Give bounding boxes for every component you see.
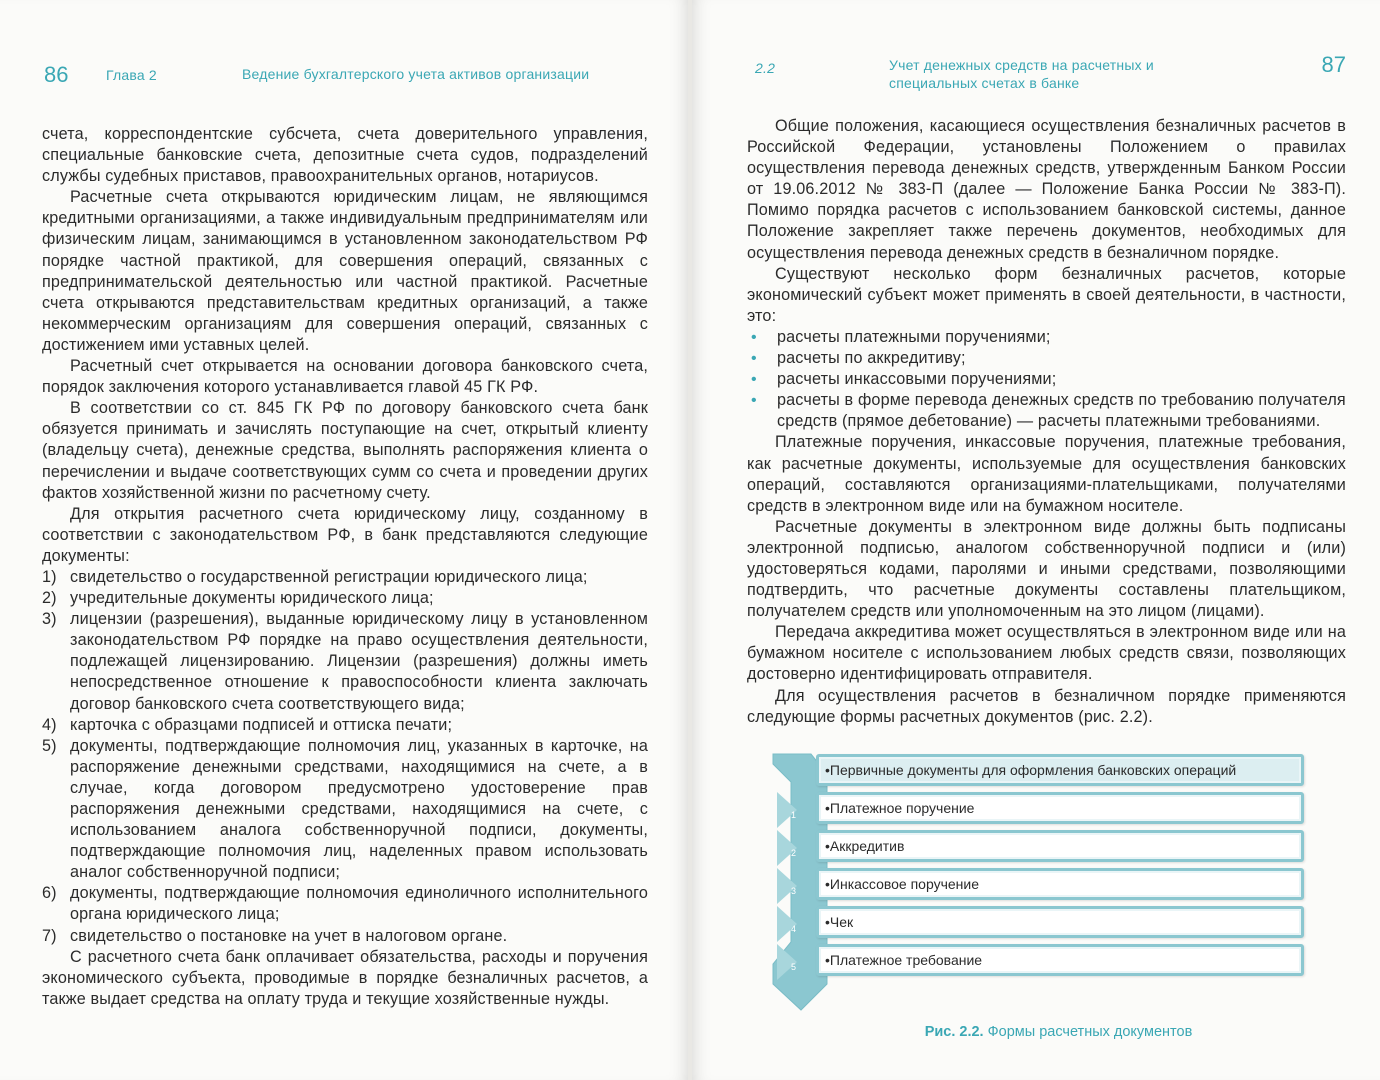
list-item: [42, 715, 648, 736]
chapter-label: Глава 2: [106, 67, 157, 83]
bullet-item: [747, 348, 1346, 369]
list-item-text: документы, подтверждающие полномочия лиц, указанных в карточке, на распоряжение денежными средствами, находящимися на счете, а в случае, когда договором предусмотрено удостоверение прав распоряжения денежными средствами, находящимися на счете, с использованием аналога собственноручной подписи, документы, подтверждающие полномочия лиц, наделенных правом использовать аналог собственноручной подписи;: [70, 736, 648, 882]
step-number: 4: [791, 923, 797, 934]
figure-caption: [747, 1024, 1346, 1040]
paragraph: Расчетные документы в электронном виде должны быть подписаны электронной подписью, аналогом собственноручной подписи и (или) удостоверяться кодами, паролями и иными средствами, позволяющими подтвердить, что расчетные документы составлены плательщиком, получателем средств или уполномоченным на это лицом (лицами).: [747, 517, 1346, 621]
step-number: 5: [791, 961, 797, 972]
page-number: 87: [1321, 52, 1346, 77]
running-title: Учет денежных средств на расчетных и специальных счетах в банке: [889, 57, 1154, 91]
paragraph: В соответствии со ст. 845 ГК РФ по договору банковского счета банк обязуется принимать и зачислять поступающие на счет, открытый клиенту (владельцу счета), денежные средства, выполнять распоряжения клиента о перечислении и выдаче соответствующих сумм со счета и проведении других фактов хозяйственной жизни по расчетному счету.: [42, 399, 648, 502]
bullet-text: расчеты платежными поручениями;: [777, 327, 1051, 346]
payment-forms-list: [747, 327, 1346, 432]
right-page: [692, 0, 1380, 1080]
list-item: [42, 588, 648, 609]
list-item-text: карточка с образцами подписей и оттиска печати;: [70, 715, 453, 734]
right-page-header: [747, 0, 1346, 120]
paragraph: Расчетный счет открывается на основании договора банковского счета, порядок заключения которого устанавливается главой 45 ГК РФ.: [42, 357, 648, 397]
list-item: [42, 609, 648, 714]
paragraph: С расчетного счета банк оплачивает обязательства, расходы и поручения экономического субъекта, проводимые в порядке безналичных расчетов, а также выдает средства на оплату труда и текущие хозяйственные нужды.: [42, 947, 648, 1008]
list-item-number: 3): [42, 610, 57, 629]
list-item-text: свидетельство о постановке на учет в налоговом органе.: [70, 926, 508, 945]
bullet-icon: •: [751, 371, 757, 389]
list-item-number: 2): [42, 589, 57, 608]
figure-row: •Чек: [816, 906, 1304, 938]
running-title: Ведение бухгалтерского учета активов организации: [242, 66, 590, 82]
list-item-number: 1): [42, 567, 57, 586]
bullet-text: расчеты по аккредитиву;: [777, 349, 966, 368]
list-item-text: учредительные документы юридического лица;: [70, 589, 434, 608]
list-item-number: 5): [42, 736, 57, 755]
section-number: 2.2: [755, 60, 776, 76]
left-page: [0, 0, 688, 1080]
figure-row: •Аккредитив: [816, 830, 1304, 862]
figure-payment-documents: [771, 752, 1311, 1012]
figure-row: •Платежное требование: [816, 944, 1304, 976]
paragraph: Существуют несколько форм безналичных расчетов, которые экономический субъект может применять в своей деятельности, в частности, это:: [747, 264, 1346, 325]
list-item: [42, 567, 648, 588]
page-number: 86: [44, 62, 69, 87]
paragraph: Расчетные счета открываются юридическим лицам, не являющимся кредитными организациями, а также индивидуальным предпринимателям или физическим лицам, занимающимся в установленном законодательством РФ порядке частной практикой, для совершения операций, связанных с предпринимательской деятельностью или частной практикой. Расчетные счета открываются представительствам кредитных организаций, а также некоммерческим организациям для совершения операций, связанных с достижением ими уставных целей.: [42, 188, 648, 354]
bullet-item: [747, 369, 1346, 390]
paragraph: Для осуществления расчетов в безналичном порядке применяются следующие формы расчетных документов (рис. 2.2).: [747, 686, 1346, 726]
list-item-number: 7): [42, 926, 57, 945]
figure-row-header: •Первичные документы для оформления банковских операций: [816, 754, 1304, 786]
list-item-text: документы, подтверждающие полномочия единоличного исполнительного органа юридического лица;: [70, 884, 648, 924]
step-number: 2: [791, 847, 797, 858]
bullet-text: расчеты инкассовыми поручениями;: [777, 370, 1057, 389]
paragraph: Общие положения, касающиеся осуществления безналичных расчетов в Российской Федерации, установлены Положением о правилах осуществления перевода денежных средств, утвержденным Банком России от 19.06.2012 № 383-П (далее — Положение Банка России № 383-П). Помимо порядка расчетов с использованием банковской системы, данное Положение закрепляет также перечень документов, необходимых для осуществления перевода денежных средств в безналичном порядке.: [747, 117, 1346, 262]
list-item-text: лицензии (разрешения), выданные юридическому лицу в установленном законодательством РФ порядке на право осуществления деятельности, подлежащей лицензированию. Лицензии (разрешения) должны иметь непосредственное отношение к правоспособности клиента заключать договор банковского счета соответствующего вида;: [70, 610, 648, 713]
list-item: [42, 926, 648, 947]
figure-row: •Платежное поручение: [816, 792, 1304, 824]
right-page-body: [747, 116, 1346, 728]
step-number: 1: [791, 809, 797, 820]
paragraph: счета, корреспондентские субсчета, счета доверительного управления, специальные банковские счета, депозитные счета судов, подразделений службы судебных приставов, правоохранительных органов, нотариусов.: [42, 125, 648, 186]
figure-row: •Инкассовое поручение: [816, 868, 1304, 900]
step-number: 3: [791, 885, 797, 896]
list-item: [42, 736, 648, 884]
list-item-text: свидетельство о государственной регистрации юридического лица;: [70, 567, 588, 586]
bullet-item: [747, 390, 1346, 432]
list-item: [42, 883, 648, 925]
caption-text: Формы расчетных документов: [987, 1023, 1193, 1040]
documents-list: [42, 567, 648, 947]
left-page-header: [42, 0, 648, 120]
caption-label: Рис. 2.2.: [924, 1023, 984, 1040]
left-page-body: [42, 124, 648, 1010]
bullet-icon: •: [751, 392, 757, 410]
list-item-number: 4): [42, 715, 57, 734]
bullet-item: [747, 327, 1346, 348]
paragraph: Передача аккредитива может осуществляться в электронном виде или на бумажном носителе с использованием любых средств связи, позволяющих достоверно идентифицировать отправителя.: [747, 623, 1346, 684]
bullet-icon: •: [751, 350, 757, 368]
paragraph: Для открытия расчетного счета юридическому лицу, созданному в соответствии с законодательством РФ, в банк представляются следующие документы:: [42, 504, 648, 565]
bullet-text: расчеты в форме перевода денежных средств по требованию получателя средств (прямое дебетование) — расчеты платежными требованиями.: [777, 391, 1346, 431]
bullet-icon: •: [751, 328, 757, 346]
list-item-number: 6): [42, 884, 57, 903]
paragraph: Платежные поручения, инкассовые поручения, платежные требования, как расчетные документы, используемые для осуществления банковских операций, составляются организациями-плательщиками, получателями средств в электронном виде или на бумажном носителе.: [747, 433, 1346, 515]
